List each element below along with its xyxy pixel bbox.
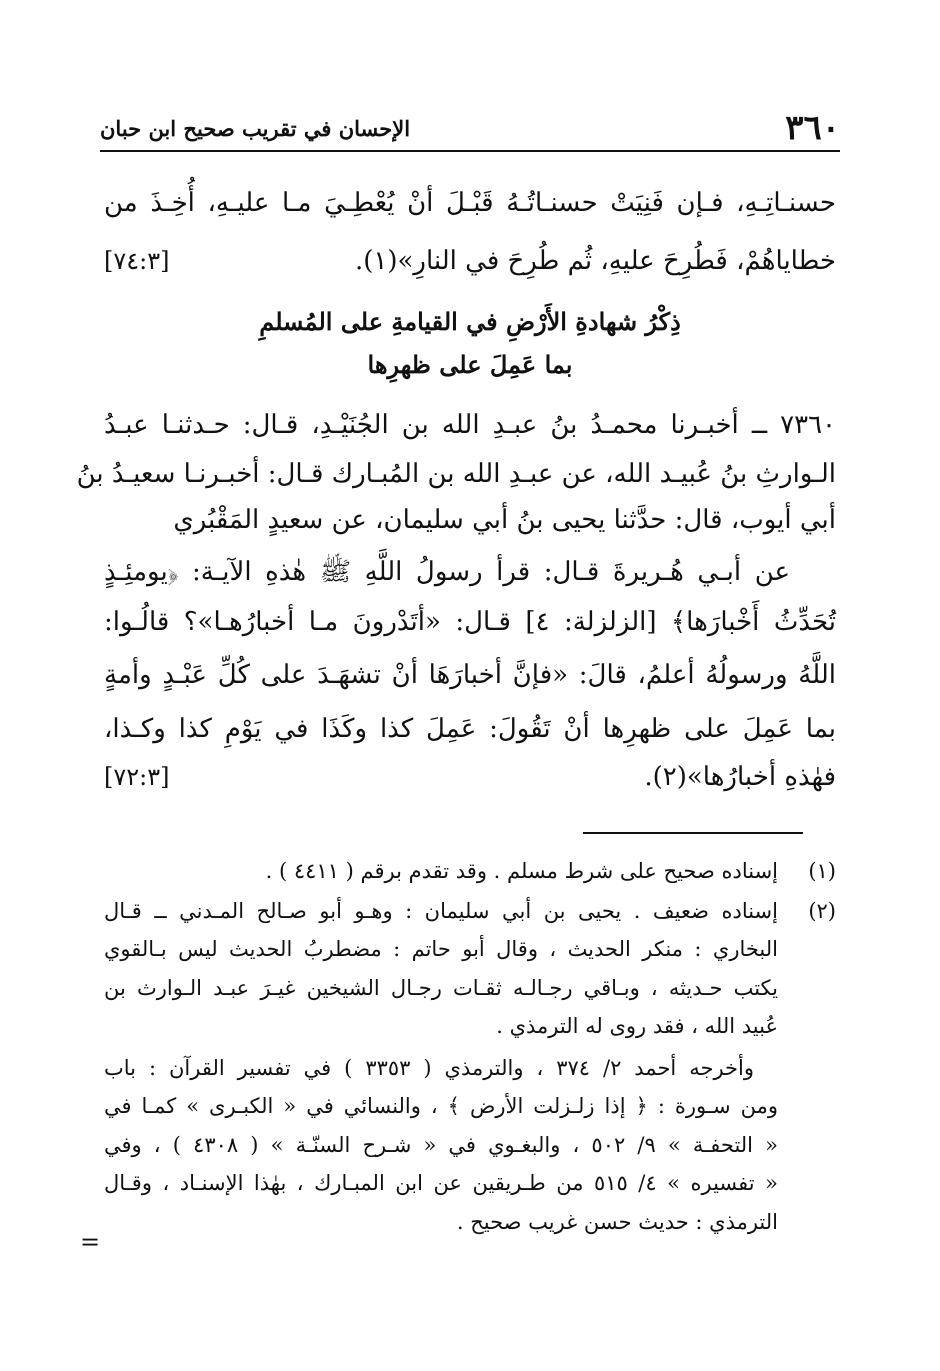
- isnad-line: أبي أيوب، قال: حدَّثنا يحيى بنُ أبي سليمان، عن سعيدٍ المَقْبُري: [173, 505, 836, 535]
- footnote-text-line: وأخرجه أحمد ٢/ ٣٧٤ ، والترمذي ( ٣٣٥٣ ) في تفسير القرآن : باب: [104, 1056, 754, 1080]
- section-heading: ذِكْرُ شهادةِ الأَرْضِ في القيامةِ على المُسلمِ: [259, 307, 681, 336]
- footnote-separator: [583, 832, 803, 834]
- reference-bracket: [٧٤:٣]: [104, 247, 170, 275]
- body-line: خطاياهُمْ، فَطُرِحَ عليهِ، ثُم طُرِحَ في النارِ»(١).: [354, 246, 836, 276]
- reference-bracket: [٧٢:٣]: [104, 763, 170, 791]
- footnote-number: (٢): [808, 899, 836, 923]
- body-line: حسنـاتِـهِ، فـإن فَنِيَتْ حسنـاتُـهُ قَبْـلَ أنْ يُعْطِـيَ مـا عليـهِ، أُخِـذَ من: [104, 188, 837, 218]
- section-heading-subtitle: بما عَمِلَ على ظهرِها: [367, 350, 573, 379]
- footnote-text-line: الترمذي : حديث حسن غريب صحيح .: [456, 1210, 778, 1234]
- page-header: [100, 108, 840, 148]
- footnote-text-line: عُبيد الله ، فقد روى له الترمذي .: [496, 1014, 778, 1038]
- matn-line: عن أبـي هُـريرةَ قـال: قرأ رسولُ اللَّهِ ﷺ هٰذهِ الآيـة: ﴿يومئِـذٍ: [104, 557, 790, 587]
- footnote-text-line: يكتب حـديثه ، وبـاقي رجـالـه ثقـات رجـال الشيخين غيـرَ عبـد الـوارث بن: [104, 976, 778, 1000]
- matn-line: اللَّهُ ورسولُهُ أعلمُ، قالَ: «فإنَّ أخبارَهَا أنْ تشهَـدَ على كُلِّ عَبْـدٍ وأمةٍ: [104, 660, 836, 690]
- continuation-mark: =: [80, 1228, 101, 1256]
- header-rule: [100, 150, 840, 152]
- matn-line: بما عَمِلَ على ظهرِها أنْ تَقُولَ: عَمِلَ كذا وكَذَا في يَوْمِ كذا وكـذا،: [104, 714, 836, 744]
- footnote-number: (١): [808, 859, 836, 883]
- footnote-text-line: « تفسيره » ٤/ ٥١٥ من طـريقين عن ابن المبـارك ، بهٰذا الإسنـاد ، وقـال: [104, 1171, 778, 1195]
- footnote-text-line: إسناده ضعيف . يحيى بن أبي سليمان : وهـو أبو صـالح المـدني ــ قـال: [104, 899, 778, 923]
- footnote-text-line: ومن سـورة : ﴿ إذا زلـزلت الأرض ﴾ ، والنسائي في « الكبـرى » كمـا في: [104, 1094, 778, 1118]
- isnad-line: الـوارثِ بنُ عُبيـد الله، عن عبـدِ الله بن المُبـارك قـال: أخبـرنـا سعيـدُ بنُ: [76, 459, 836, 489]
- matn-line: تُحَدِّثُ أَخْبارَها﴾ [الزلزلة: ٤] قـال: «أتَدْرونَ مـا أخبارُهـا»؟ قالُـوا:: [104, 607, 836, 637]
- footnote-text-line: البخاري : منكر الحديث ، وقال أبو حاتم : مضطربُ الحديث ليس بـالقوي: [104, 937, 778, 961]
- footnote-text-line: « التحفـة » ٩/ ٥٠٢ ، والبغـوي في « شـرح السنّـة » ( ٤٣٠٨ ) ، وفي: [104, 1133, 778, 1157]
- isnad-line: ٧٣٦٠ ــ أخبـرنا محمـدُ بنُ عبـدِ الله بن الجُنَيْـدِ، قـال: حـدثنـا عبـدُ: [104, 410, 836, 440]
- running-title: الإحسان في تقريب صحيح ابن حبان: [100, 116, 411, 141]
- page-number: ٣٦٠: [785, 108, 840, 148]
- matn-line: فهٰذهِ أخبارُها»(٢).: [644, 762, 836, 792]
- footnote-text: إسناده صحيح على شرط مسلم . وقد تقدم برقم ( ٤٤١١ ) .: [265, 859, 778, 883]
